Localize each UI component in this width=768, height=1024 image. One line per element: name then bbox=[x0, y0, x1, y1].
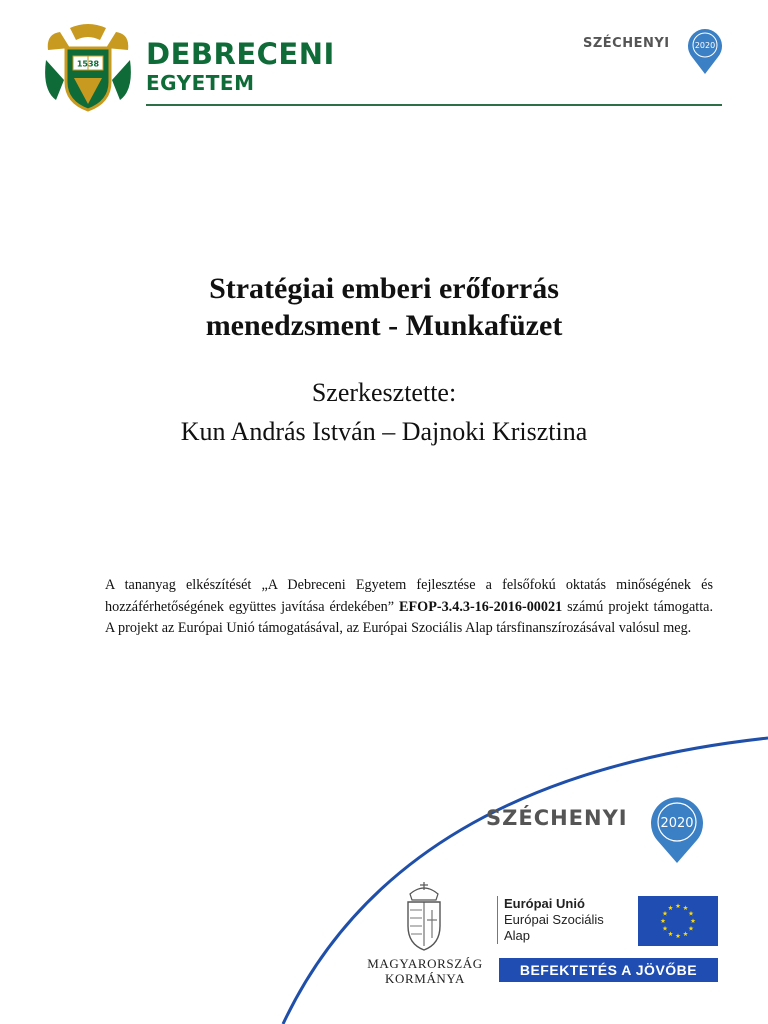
university-name-line2: EGYETEM bbox=[146, 71, 255, 95]
university-name-line1: DEBRECENI bbox=[146, 37, 335, 71]
support-paragraph bbox=[105, 575, 713, 640]
university-name bbox=[146, 37, 335, 95]
eu-line1: Európai Unió bbox=[504, 896, 585, 911]
eu-flag-icon bbox=[638, 896, 718, 946]
header-divider bbox=[146, 104, 722, 106]
editor-names: Kun András István – Dajnoki Krisztina bbox=[180, 417, 588, 446]
hungarian-government-label bbox=[360, 956, 490, 986]
crest-year: 1538 bbox=[76, 59, 100, 69]
title-line2: menedzsment - Munkafüzet bbox=[205, 309, 563, 342]
szechenyi-logo-large bbox=[486, 796, 716, 864]
szechenyi-year-large: 2020 bbox=[660, 816, 694, 831]
szechenyi-label-large: SZÉCHENYI bbox=[486, 806, 628, 830]
university-crest-icon bbox=[40, 20, 136, 112]
document-title bbox=[0, 270, 768, 344]
eu-fund-label bbox=[497, 896, 604, 944]
szechenyi-logo-small bbox=[583, 27, 723, 75]
gov-line2: KORMÁNYA bbox=[385, 971, 465, 986]
support-text-part2: számú projekt támogatta. A projekt az Európai Unió támogatásával, az Európai Szociális Alap társfinanszírozásával valósul meg. bbox=[105, 598, 713, 636]
gov-line1: MAGYARORSZÁG bbox=[367, 956, 483, 971]
support-text-part1: A tananyag elkészítését „A Debreceni Egyetem fejlesztése a felsőfokú oktatás minőségének és hozzáférhetőségének együttes javítása érdekében” bbox=[105, 577, 713, 615]
project-code: EFOP-3.4.3-16-2016-00021 bbox=[399, 598, 563, 615]
map-pin-icon bbox=[648, 796, 706, 864]
map-pin-icon bbox=[686, 27, 724, 75]
invest-in-future-banner: BEFEKTETÉS A JÖVŐBE bbox=[499, 958, 718, 982]
eu-line3: Alap bbox=[504, 928, 531, 943]
editor-label: Szerkesztette: bbox=[311, 378, 457, 407]
hungarian-coat-of-arms-icon bbox=[402, 880, 446, 952]
eu-line2: Európai Szociális bbox=[504, 912, 604, 927]
title-line1: Stratégiai emberi erőforrás bbox=[209, 272, 559, 305]
szechenyi-label-small: SZÉCHENYI bbox=[583, 36, 670, 51]
szechenyi-year-small: 2020 bbox=[694, 41, 716, 50]
